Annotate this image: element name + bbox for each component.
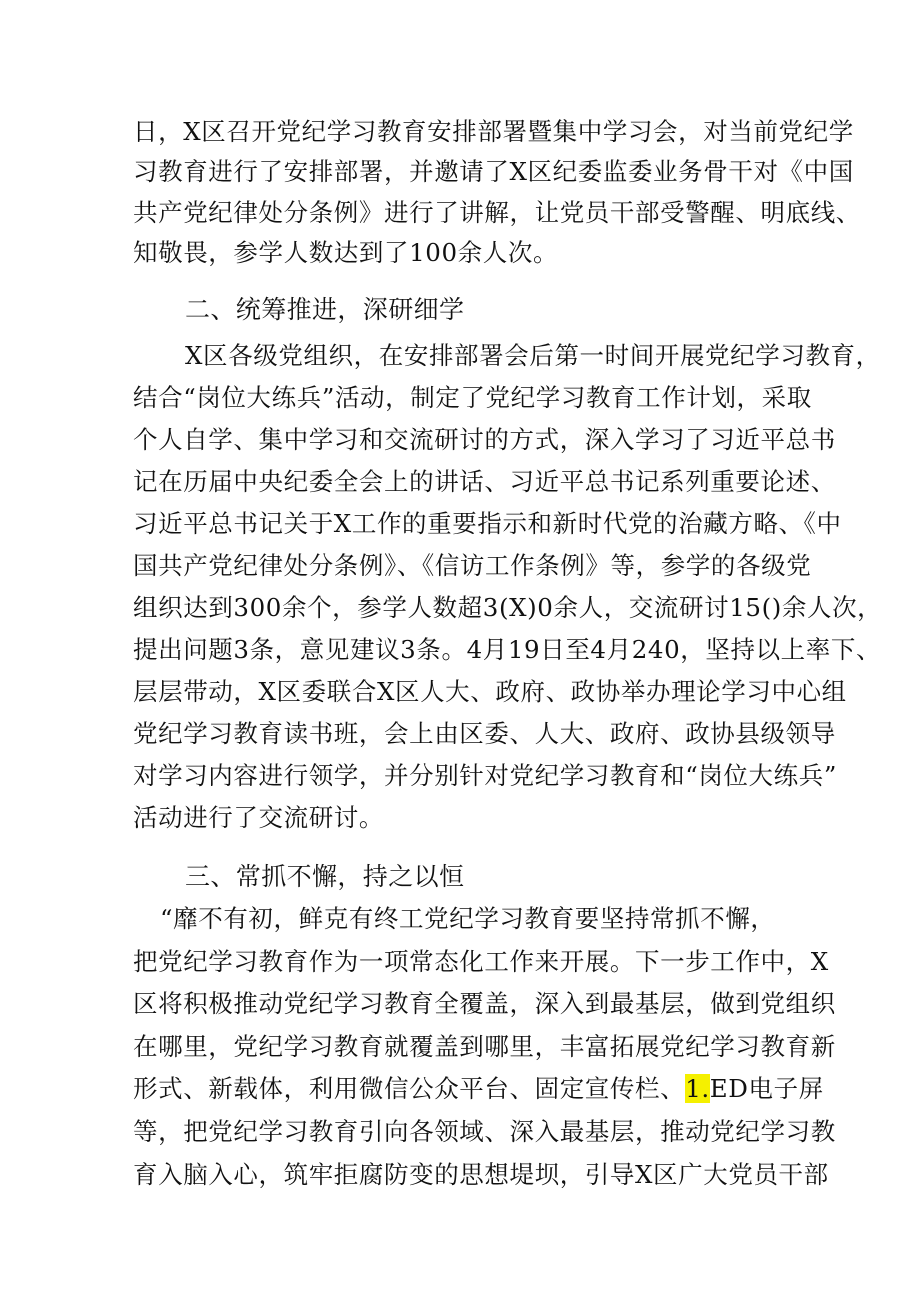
line-text-before-highlight: 形式、新载体，利用微信公众平台、固定宣传栏、 bbox=[133, 1074, 686, 1103]
paragraph-line: 党纪学习教育读书班，会上由区委、人大、政府、政协县级领导 bbox=[133, 719, 836, 748]
paragraph-line: 活动进行了交流研讨。 bbox=[133, 803, 384, 832]
paragraph-line: 等，把党纪学习教育引向各领域、深入最基层，推动党纪学习教 bbox=[133, 1117, 836, 1146]
paragraph-line: 提出问题3条，意见建议3条。4月19日至4月240，坚持以上率下、 bbox=[133, 635, 882, 664]
line-text-after-highlight: ED电子屏 bbox=[709, 1074, 824, 1103]
paragraph-line-with-highlight bbox=[133, 1072, 824, 1106]
paragraph-line: 国共产党纪律处分条例》、《信访工作条例》等，参学的各级党 bbox=[133, 551, 812, 580]
paragraph-line: 结合“岗位大练兵”活动，制定了党纪学习教育工作计划，采取 bbox=[133, 383, 812, 412]
highlighted-text: 1. bbox=[685, 1074, 710, 1103]
paragraph-line: 育入脑入心，筑牢拒腐防变的思想堤坝，引导X区广大党员干部 bbox=[133, 1160, 829, 1189]
paragraph-line: 对学习内容进行领学，并分别针对党纪学习教育和“岗位大练兵” bbox=[133, 761, 837, 790]
paragraph-line: 习近平总书记关于X工作的重要指示和新时代党的治藏方略、《中 bbox=[133, 509, 842, 538]
section-heading-2: 二、统筹推进，深研细学 bbox=[185, 295, 465, 324]
section-heading-3: 三、常抓不懈，持之以恒 bbox=[185, 862, 465, 891]
paragraph-line: X区各级党组织，在安排部署会后第一时间开展党纪学习教育， bbox=[185, 341, 881, 370]
paragraph-line: 共产党纪律处分条例》进行了讲解，让党员干部受警醒、明底线、 bbox=[133, 198, 861, 227]
paragraph-line: “靡不有初，鲜克有终工党纪学习教育要坚持常抓不懈， bbox=[160, 904, 776, 933]
paragraph-line: 把党纪学习教育作为一项常态化工作来开展。下一步工作中，X bbox=[133, 947, 829, 976]
paragraph-line: 组织达到300余个，参学人数超3(X)0余人，交流研讨15()余人次， bbox=[133, 593, 883, 622]
paragraph-line: 习教育进行了安排部署，并邀请了X区纪委监委业务骨干对《中国 bbox=[133, 157, 854, 186]
paragraph-line: 日，X区召开党纪学习教育安排部署暨集中学习会，对当前党纪学 bbox=[133, 117, 854, 146]
paragraph-line: 记在历届中央纪委全会上的讲话、习近平总书记系列重要论述、 bbox=[133, 467, 836, 496]
paragraph-line: 个人自学、集中学习和交流研讨的方式，深入学习了习近平总书 bbox=[133, 425, 836, 454]
paragraph-line: 在哪里，党纪学习教育就覆盖到哪里，丰富拓展党纪学习教育新 bbox=[133, 1032, 836, 1061]
paragraph-line: 区将积极推动党纪学习教育全覆盖，深入到最基层，做到党组织 bbox=[133, 989, 836, 1018]
paragraph-line: 层层带动，X区委联合X区人大、政府、政协举办理论学习中心组 bbox=[133, 677, 847, 706]
paragraph-line: 知敬畏，参学人数达到了100余人次。 bbox=[133, 238, 559, 267]
